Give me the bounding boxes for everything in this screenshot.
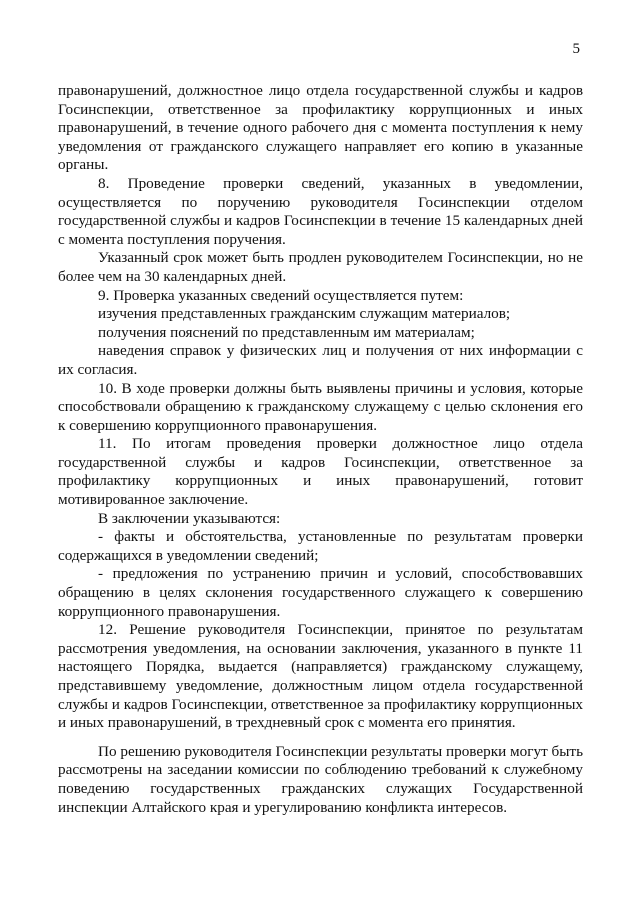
paragraph-check-method-2: получения пояснений по представленным им материалам; — [98, 323, 475, 341]
paragraph-conclusion-facts: - факты и обстоятельства, установленные по результатам проверки содержащихся в уведомлении сведений; — [58, 528, 583, 564]
paragraph-item-8: 8. Проведение проверки сведений, указанных в уведомлении, осуществляется по поручению руководителя Госинспекции отделом государственной службы и кадров Госинспекции в течение 15 календарных дней с момента поступления поручения. — [58, 174, 583, 248]
paragraph-commission-review: По решению руководителя Госинспекции результаты проверки могут быть рассмотрены на заседании комиссии по соблюдению требований к служебному поведению государственных гражданских служащих Государственной инспекции Алтайского края и урегулированию конфликта интересов. — [58, 742, 583, 816]
paragraph-continuation: правонарушений, должностное лицо отдела государственной службы и кадров Госинспекции, ответственное за профилактику коррупционных и иных правонарушений, в течение одного рабочего дня с момента поступления к нему уведомления от гражданского служащего направляет его копию в указанные органы. — [58, 82, 583, 174]
paragraph-item-12: 12. Решение руководителя Госинспекции, принятое по результатам рассмотрения уведомления, на основании заключения, указанного в пункте 11 настоящего Порядка, выдается (направляется) гражданскому служащему, представившему уведомление, должностным лицом отдела государственной службы и кадров Госинспекции, ответственное за профилактику коррупционных и иных правонарушений, в трехдневный срок с момента его принятия. — [58, 621, 583, 732]
document-body — [58, 82, 583, 817]
paragraph-conclusion-proposals: - предложения по устранению причин и условий, способствовавших обращению в целях склонения государственного служащего к совершению коррупционного правонарушения. — [58, 565, 583, 620]
paragraph-conclusion-intro: В заключении указываются: — [98, 509, 281, 527]
paragraph-deadline-extension: Указанный срок может быть продлен руководителем Госинспекции, но не более чем на 30 календарных дней. — [58, 249, 583, 285]
paragraph-check-method-1: изучения представленных гражданским служащим материалов; — [98, 305, 511, 323]
page-number: 5 — [572, 41, 580, 57]
paragraph-item-11: 11. По итогам проведения проверки должностное лицо отдела государственной службы и кадров Госинспекции, ответственное за профилактику коррупционных и иных правонарушений, готовит мотивированное заключение. — [58, 435, 583, 509]
paragraph-check-method-3: наведения справок у физических лиц и получения от них информации с их согласия. — [58, 342, 583, 378]
paragraph-item-10: 10. В ходе проверки должны быть выявлены причины и условия, которые способствовали обращению к гражданскому служащему с целью склонения его к совершению коррупционного правонарушения. — [58, 379, 583, 434]
paragraph-item-9: 9. Проверка указанных сведений осуществляется путем: — [98, 286, 464, 304]
